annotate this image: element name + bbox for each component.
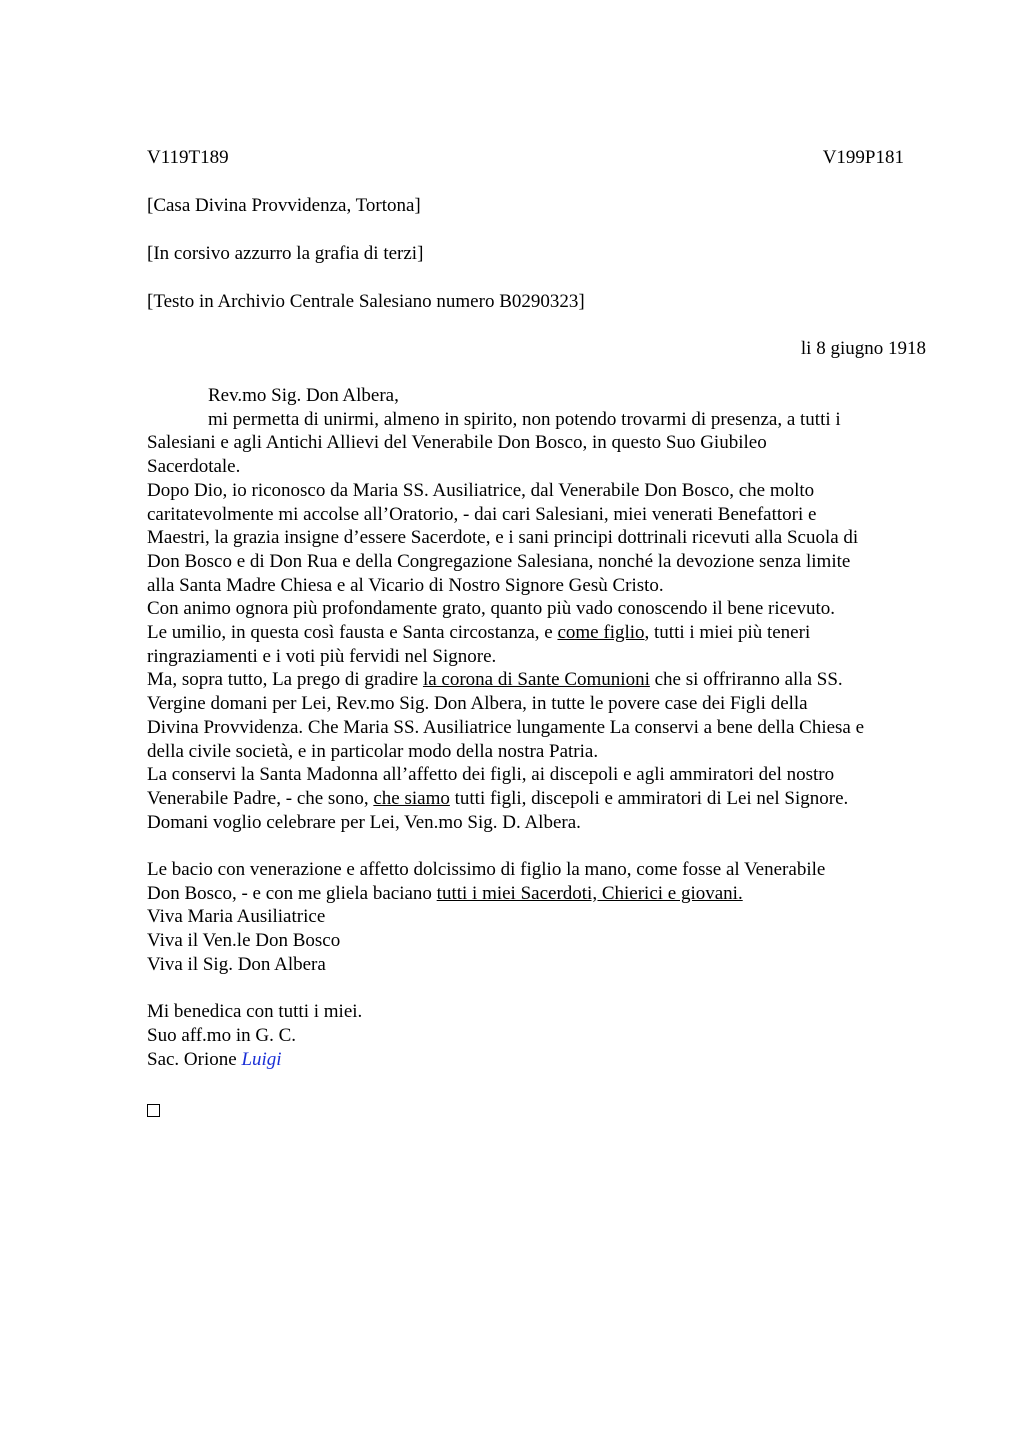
paragraph-line [147, 668, 937, 692]
viva-line: Viva il Sig. Don Albera [147, 953, 326, 975]
blank-line [147, 977, 937, 1001]
paragraph-line: Con animo ognora più profondamente grato, quanto più vado conoscendo il bene ricevuto. [147, 598, 836, 620]
text-run: che si offriranno alla SS. [649, 669, 843, 691]
text-run: Don Bosco, - e con me gliela baciano [147, 882, 437, 904]
paragraph-line [147, 882, 937, 906]
text-run: Venerabile Padre, - che sono, [147, 787, 374, 809]
paragraph-line: Domani voglio celebrare per Lei, Ven.mo Sig. D. Albera. [147, 811, 581, 833]
blank-line [147, 834, 937, 858]
letter-body [147, 384, 937, 1071]
text-run: tutti figli, discepoli e ammiratori di Lei nel Signore. [449, 787, 849, 809]
letter-date: li 8 giugno 1918 [800, 338, 926, 359]
text-run: Le umilio, in questa così fausta e Santa circostanza, e [147, 622, 558, 644]
underlined-text: tutti i miei Sacerdoti, Chierici e giovani. [436, 882, 743, 904]
paragraph-line: Salesiani e agli Antichi Allievi del Venerabile Don Bosco, in questo Suo Giubileo [147, 432, 767, 454]
viva-line: Viva Maria Ausiliatrice [147, 906, 326, 928]
underlined-text: la corona di Sante Comunioni [422, 669, 650, 691]
italic-note: [In corsivo azzurro la grafia di terzi] [147, 243, 424, 264]
viva-line: Viva il Ven.le Don Bosco [147, 930, 341, 952]
signature [147, 1048, 937, 1072]
underlined-text: come figlio [557, 622, 645, 644]
document-ref-left: V119T189 [147, 147, 229, 168]
document-ref-right: V199P181 [822, 147, 904, 168]
text-run: , tutti i miei più teneri [644, 622, 811, 644]
paragraph-line: della civile società, e in particolar modo della nostra Patria. [147, 740, 599, 762]
paragraph-line: Sacerdotale. [147, 456, 241, 478]
underlined-text: che siamo [373, 787, 450, 809]
paragraph-line: caritatevolmente mi accolse all’Oratorio, - dai cari Salesiani, miei venerati Benefattori e [147, 503, 817, 525]
paragraph-line: Divina Provvidenza. Che Maria SS. Ausiliatrice lungamente La conservi a bene della Chiesa e [147, 716, 865, 738]
paragraph-line: Maestri, la grazia insigne d’essere Sacerdote, e i sani principi dottrinali ricevuti alla Scuola di [147, 527, 859, 549]
paragraph-line: ringraziamenti e i voti più fervidi nel Signore. [147, 645, 497, 667]
paragraph-line: Dopo Dio, io riconosco da Maria SS. Ausiliatrice, dal Venerabile Don Bosco, che molto [147, 479, 815, 501]
paragraph-line [147, 787, 937, 811]
closing-line: Mi benedica con tutti i miei. [147, 1001, 363, 1023]
paragraph-line: Vergine domani per Lei, Rev.mo Sig. Don Albera, in tutte le povere case dei Figli della [147, 693, 808, 715]
text-run: Ma, sopra tutto, La prego di gradire [147, 669, 423, 691]
place-note: [Casa Divina Provvidenza, Tortona] [147, 195, 421, 216]
archive-note: [Testo in Archivio Centrale Salesiano numero B0290323] [147, 291, 585, 312]
paragraph-line [147, 621, 937, 645]
paragraph-line: La conservi la Santa Madonna all’affetto dei figli, ai discepoli e agli ammiratori del nostro [147, 764, 835, 786]
closing-line: Suo aff.mo in G. C. [147, 1024, 297, 1046]
signature-text: Sac. Orione [147, 1048, 242, 1070]
paragraph-line: Don Bosco e di Don Rua e della Congregazione Salesiana, nonché la devozione senza limite [147, 550, 851, 572]
signature-handwritten-name: Luigi [241, 1048, 282, 1070]
salutation: Rev.mo Sig. Don Albera, [208, 385, 399, 406]
paragraph-line: Le bacio con venerazione e affetto dolcissimo di figlio la mano, come fosse al Venerabile [147, 859, 826, 881]
paragraph-line: mi permetta di unirmi, almeno in spirito, non potendo trovarmi di presenza, a tutti i [208, 408, 841, 430]
paragraph-line: alla Santa Madre Chiesa e al Vicario di Nostro Signore Gesù Cristo. [147, 574, 664, 596]
end-marker-box [147, 1104, 160, 1117]
